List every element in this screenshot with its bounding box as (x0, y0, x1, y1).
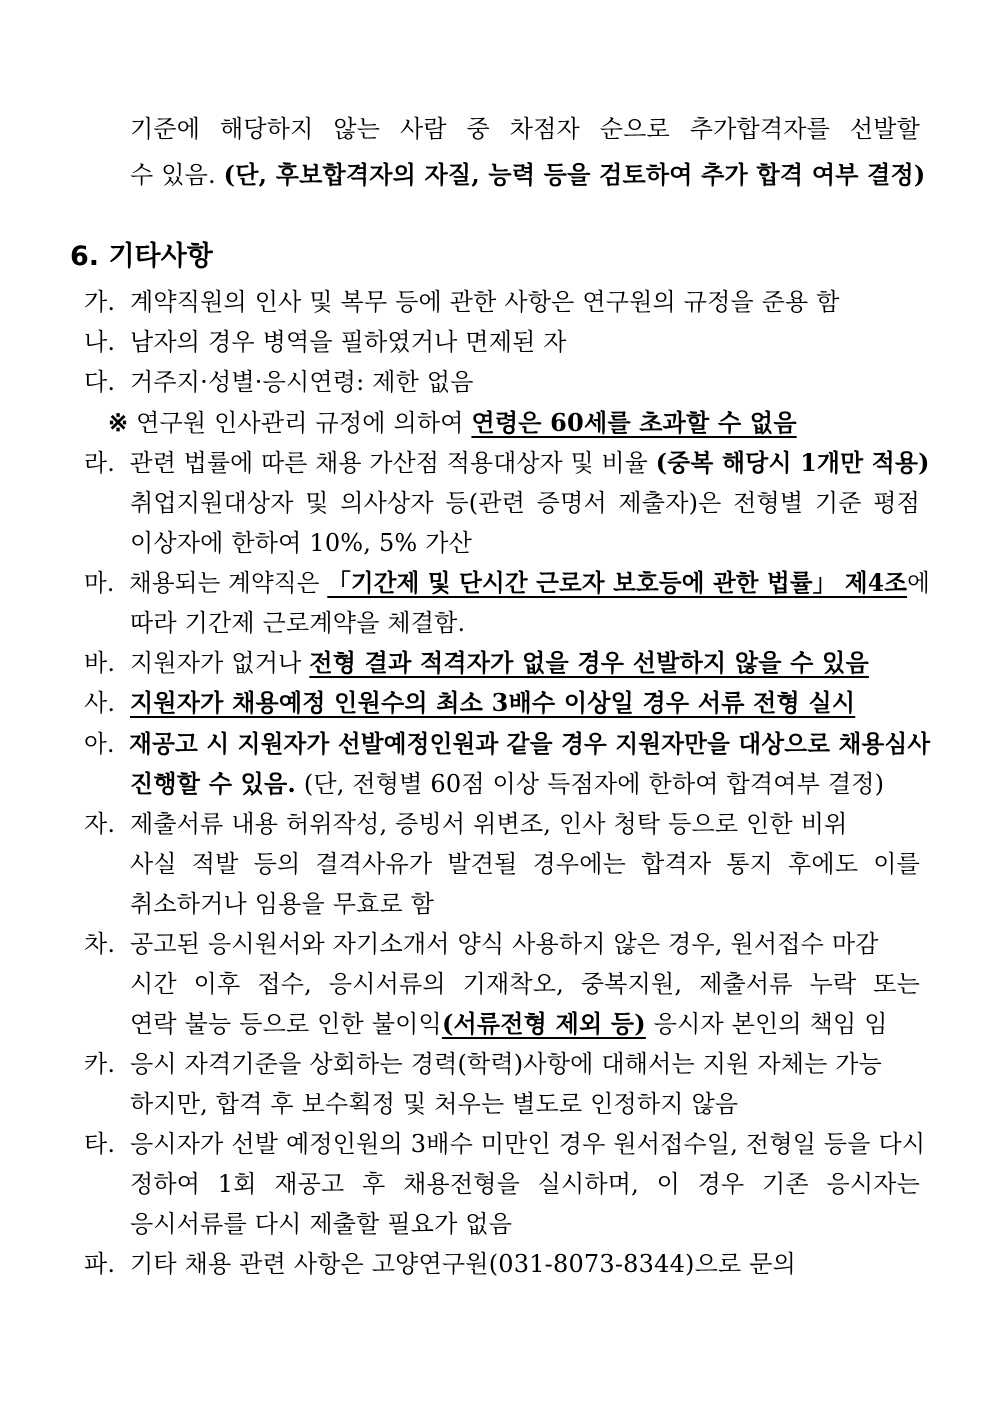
item-text: 채용되는 계약직은 (128, 569, 328, 597)
item-sa (84, 688, 855, 718)
item-marker: 카. (84, 1050, 116, 1078)
item-text: 따라 기간제 근로계약을 체결함. (130, 609, 466, 637)
item-bold-text: (중복 해당시 1개만 적용) (655, 448, 930, 477)
item-marker: 타. (84, 1130, 116, 1158)
item-ta (84, 1129, 925, 1159)
item-marker: 사. (84, 689, 116, 717)
item-ma-line-2 (130, 608, 465, 638)
item-cha-line-2 (130, 969, 920, 999)
item-text: (단, 전형별 60점 이상 득점자에 한하여 합격여부 결정) (295, 770, 885, 798)
item-text: 기타 채용 관련 사항은 고양연구원(031-8073-8344)으로 문의 (130, 1250, 796, 1278)
item-ta-line-3 (130, 1209, 512, 1239)
item-text: 계약직원의 인사 및 복무 등에 관한 사항은 연구원의 규정을 준용 함 (130, 288, 840, 316)
item-ra-line-2 (130, 488, 920, 518)
item-ka-line-2 (130, 1089, 738, 1119)
item-text: 지원자가 없거나 (130, 649, 310, 677)
item-marker: 아. (84, 730, 115, 758)
item-a-line-2 (130, 769, 884, 799)
item-bold-text: 재공고 시 지원자가 선발예정인원과 같을 경우 지원자만을 대상으로 채용심사 (129, 729, 931, 758)
reference-mark-icon: ※ (108, 408, 129, 437)
item-marker: 파. (84, 1250, 116, 1278)
note-emphasis: 연령은 60세를 초과할 수 없음 (471, 408, 797, 437)
note-text: 연구원 인사관리 규정에 의하여 (128, 409, 472, 437)
item-ba (84, 648, 869, 678)
item-text: 하지만, 합격 후 보수획정 및 처우는 별도로 인정하지 않음 (130, 1090, 739, 1118)
item-marker: 바. (84, 649, 116, 677)
item-text: 에 (907, 569, 930, 597)
item-marker: 다. (84, 368, 116, 396)
section-title: 6. 기타사항 (70, 241, 213, 272)
item-text: 응시서류를 다시 제출할 필요가 없음 (130, 1210, 513, 1238)
item-text: 정하여 1회 재공고 후 채용전형을 실시하며, 이 경우 기존 응시자는 (130, 1170, 920, 1198)
intro-line-2 (130, 160, 925, 190)
item-text: 연락 불능 등으로 인한 불이익 (130, 1010, 442, 1038)
item-emphasis: 지원자가 채용예정 인원수의 최소 3배수 이상일 경우 서류 전형 실시 (130, 688, 856, 717)
intro-bold-note: (단, 후보합격자의 자질, 능력 등을 검토하여 추가 합격 여부 결정) (223, 160, 926, 189)
item-ja (84, 809, 847, 839)
age-limit-note (108, 408, 797, 438)
item-ga (84, 287, 840, 317)
item-cha-line-3 (130, 1009, 888, 1039)
item-ta-line-2 (130, 1169, 920, 1199)
intro-text-1: 기준에 해당하지 않는 사람 중 차점자 순으로 추가합격자를 선발할 (130, 115, 920, 143)
item-text: 취업지원대상자 및 의사상자 등(관련 증명서 제출자)은 전형별 기준 평점 (130, 489, 920, 517)
item-text: 남자의 경우 병역을 필하였거나 면제된 자 (130, 328, 567, 356)
item-marker: 가. (84, 288, 116, 316)
item-da (84, 367, 474, 397)
item-text: 이상자에 한하여 10%, 5% 가산 (130, 529, 473, 557)
item-text: 거주지·성별·응시연령: 제한 없음 (130, 368, 474, 396)
item-ra (84, 448, 930, 478)
item-cha (84, 929, 879, 959)
item-na (84, 327, 567, 357)
item-ka (84, 1049, 882, 1079)
item-text: 응시자가 선발 예정인원의 3배수 미만인 경우 원서접수일, 전형일 등을 다시 (130, 1130, 926, 1158)
item-ma (84, 568, 930, 598)
item-text: 제출서류 내용 허위작성, 증빙서 위변조, 인사 청탁 등으로 인한 비위 (130, 810, 848, 838)
item-emphasis: 전형 결과 적격자가 없을 경우 선발하지 않을 수 있음 (309, 648, 869, 677)
item-text: 취소하거나 임용을 무효로 함 (130, 890, 435, 918)
law-reference: 「기간제 및 단시간 근로자 보호등에 관한 법률」 제4조 (327, 568, 908, 597)
item-emphasis: (서류전형 제외 등) (441, 1009, 646, 1038)
item-marker: 마. (84, 569, 115, 597)
item-marker: 라. (84, 449, 115, 477)
item-marker: 나. (84, 328, 116, 356)
item-marker: 자. (84, 810, 116, 838)
item-text: 사실 적발 등의 결격사유가 발견될 경우에는 합격자 통지 후에도 이를 (130, 850, 920, 878)
item-text: 응시 자격기준을 상회하는 경력(학력)사항에 대해서는 지원 자체는 가능 (130, 1050, 883, 1078)
item-text: 관련 법률에 따른 채용 가산점 적용대상자 및 비율 (129, 449, 656, 477)
item-ja-line-2 (130, 849, 920, 879)
item-text: 응시자 본인의 책임 임 (645, 1010, 888, 1038)
item-marker: 차. (84, 930, 116, 958)
item-pa (84, 1249, 796, 1279)
item-ja-line-3 (130, 889, 434, 919)
item-bold-text: 진행할 수 있음. (130, 769, 296, 798)
item-text: 공고된 응시원서와 자기소개서 양식 사용하지 않은 경우, 원서접수 마감 (130, 930, 879, 958)
item-ra-line-3 (130, 528, 472, 558)
item-text: 시간 이후 접수, 응시서류의 기재착오, 중복지원, 제출서류 누락 또는 (130, 970, 920, 998)
item-a (84, 729, 930, 759)
intro-text-2: 수 있음. (130, 161, 224, 189)
intro-line-1 (130, 114, 920, 144)
